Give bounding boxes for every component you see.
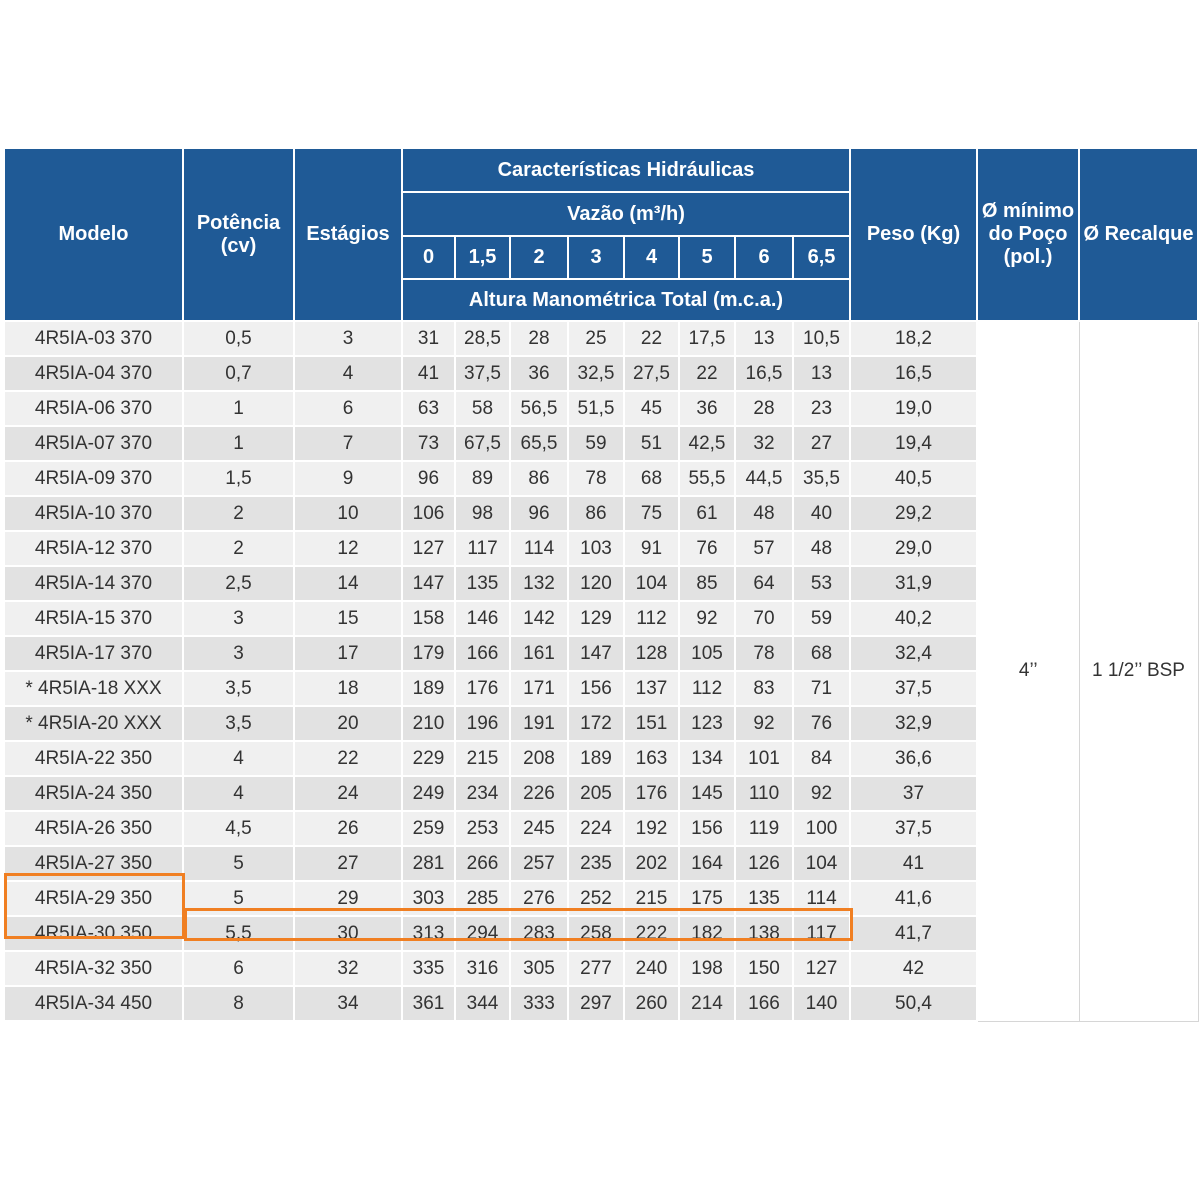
cell-modelo: 4R5IA-06 370 <box>4 391 183 426</box>
cell-altura: 22 <box>679 356 735 391</box>
cell-altura: 42,5 <box>679 426 735 461</box>
cell-modelo: 4R5IA-27 350 <box>4 846 183 881</box>
cell-altura: 202 <box>624 846 679 881</box>
cell-altura: 68 <box>793 636 850 671</box>
cell-peso: 29,2 <box>850 496 977 531</box>
cell-estagios: 14 <box>294 566 402 601</box>
cell-recalque-merged: 1 1/2’’ BSP <box>1079 321 1198 1021</box>
cell-altura: 150 <box>735 951 793 986</box>
cell-altura: 92 <box>793 776 850 811</box>
cell-altura: 214 <box>679 986 735 1021</box>
cell-altura: 110 <box>735 776 793 811</box>
cell-altura: 114 <box>793 881 850 916</box>
cell-altura: 53 <box>793 566 850 601</box>
cell-altura: 61 <box>679 496 735 531</box>
cell-altura: 28 <box>735 391 793 426</box>
cell-altura: 57 <box>735 531 793 566</box>
cell-altura: 249 <box>402 776 455 811</box>
cell-peso: 40,5 <box>850 461 977 496</box>
cell-altura: 277 <box>568 951 624 986</box>
cell-altura: 176 <box>624 776 679 811</box>
cell-altura: 192 <box>624 811 679 846</box>
cell-altura: 45 <box>624 391 679 426</box>
cell-modelo: 4R5IA-32 350 <box>4 951 183 986</box>
cell-altura: 285 <box>455 881 510 916</box>
cell-altura: 68 <box>624 461 679 496</box>
cell-altura: 305 <box>510 951 568 986</box>
cell-altura: 63 <box>402 391 455 426</box>
cell-altura: 245 <box>510 811 568 846</box>
cell-estagios: 17 <box>294 636 402 671</box>
header-potencia: Potência (cv) <box>183 148 294 321</box>
cell-altura: 333 <box>510 986 568 1021</box>
cell-altura: 32 <box>735 426 793 461</box>
cell-peso: 19,0 <box>850 391 977 426</box>
cell-modelo: 4R5IA-34 450 <box>4 986 183 1021</box>
cell-modelo: 4R5IA-30 350 <box>4 916 183 951</box>
cell-peso: 18,2 <box>850 321 977 356</box>
cell-altura: 59 <box>568 426 624 461</box>
cell-altura: 35,5 <box>793 461 850 496</box>
cell-altura: 28 <box>510 321 568 356</box>
cell-peso: 19,4 <box>850 426 977 461</box>
cell-altura: 166 <box>735 986 793 1021</box>
cell-peso: 40,2 <box>850 601 977 636</box>
cell-potencia: 4 <box>183 741 294 776</box>
cell-altura: 147 <box>402 566 455 601</box>
cell-altura: 276 <box>510 881 568 916</box>
pump-spec-table <box>3 147 1199 1022</box>
cell-altura: 51 <box>624 426 679 461</box>
cell-altura: 156 <box>679 811 735 846</box>
cell-altura: 313 <box>402 916 455 951</box>
cell-altura: 138 <box>735 916 793 951</box>
cell-altura: 76 <box>679 531 735 566</box>
cell-potencia: 1 <box>183 426 294 461</box>
cell-altura: 86 <box>568 496 624 531</box>
cell-modelo: * 4R5IA-20 XXX <box>4 706 183 741</box>
cell-altura: 89 <box>455 461 510 496</box>
cell-altura: 92 <box>679 601 735 636</box>
cell-potencia: 4 <box>183 776 294 811</box>
cell-altura: 114 <box>510 531 568 566</box>
cell-estagios: 26 <box>294 811 402 846</box>
cell-altura: 96 <box>510 496 568 531</box>
cell-potencia: 4,5 <box>183 811 294 846</box>
cell-altura: 161 <box>510 636 568 671</box>
cell-altura: 71 <box>793 671 850 706</box>
cell-altura: 32,5 <box>568 356 624 391</box>
cell-altura: 208 <box>510 741 568 776</box>
cell-estagios: 10 <box>294 496 402 531</box>
cell-altura: 158 <box>402 601 455 636</box>
cell-altura: 126 <box>735 846 793 881</box>
cell-altura: 215 <box>624 881 679 916</box>
cell-altura: 172 <box>568 706 624 741</box>
header-vazao: Vazão (m³/h) <box>402 192 850 236</box>
cell-altura: 252 <box>568 881 624 916</box>
cell-altura: 176 <box>455 671 510 706</box>
cell-altura: 316 <box>455 951 510 986</box>
cell-estagios: 20 <box>294 706 402 741</box>
cell-potencia: 1 <box>183 391 294 426</box>
cell-modelo: * 4R5IA-18 XXX <box>4 671 183 706</box>
cell-altura: 117 <box>793 916 850 951</box>
cell-estagios: 30 <box>294 916 402 951</box>
cell-altura: 55,5 <box>679 461 735 496</box>
cell-altura: 129 <box>568 601 624 636</box>
table-row <box>4 321 1198 356</box>
cell-altura: 127 <box>793 951 850 986</box>
cell-altura: 40 <box>793 496 850 531</box>
cell-altura: 361 <box>402 986 455 1021</box>
cell-altura: 132 <box>510 566 568 601</box>
cell-altura: 105 <box>679 636 735 671</box>
pump-spec-body <box>4 321 1198 1021</box>
cell-estagios: 4 <box>294 356 402 391</box>
cell-altura: 226 <box>510 776 568 811</box>
cell-altura: 98 <box>455 496 510 531</box>
cell-peso: 41,6 <box>850 881 977 916</box>
cell-estagios: 34 <box>294 986 402 1021</box>
cell-peso: 37 <box>850 776 977 811</box>
cell-altura: 92 <box>735 706 793 741</box>
cell-peso: 29,0 <box>850 531 977 566</box>
cell-altura: 104 <box>793 846 850 881</box>
cell-peso: 37,5 <box>850 811 977 846</box>
cell-estagios: 32 <box>294 951 402 986</box>
cell-altura: 117 <box>455 531 510 566</box>
header-flow: 6,5 <box>793 236 850 279</box>
cell-modelo: 4R5IA-15 370 <box>4 601 183 636</box>
cell-altura: 303 <box>402 881 455 916</box>
cell-altura: 64 <box>735 566 793 601</box>
cell-poco-merged: 4’’ <box>977 321 1079 1021</box>
cell-altura: 76 <box>793 706 850 741</box>
cell-potencia: 2 <box>183 531 294 566</box>
cell-altura: 344 <box>455 986 510 1021</box>
cell-modelo: 4R5IA-04 370 <box>4 356 183 391</box>
cell-potencia: 0,5 <box>183 321 294 356</box>
cell-altura: 59 <box>793 601 850 636</box>
cell-potencia: 3,5 <box>183 671 294 706</box>
cell-altura: 36 <box>510 356 568 391</box>
cell-peso: 50,4 <box>850 986 977 1021</box>
cell-altura: 27 <box>793 426 850 461</box>
cell-estagios: 29 <box>294 881 402 916</box>
cell-peso: 32,4 <box>850 636 977 671</box>
cell-potencia: 2,5 <box>183 566 294 601</box>
cell-altura: 75 <box>624 496 679 531</box>
cell-altura: 210 <box>402 706 455 741</box>
cell-peso: 42 <box>850 951 977 986</box>
cell-altura: 28,5 <box>455 321 510 356</box>
cell-altura: 234 <box>455 776 510 811</box>
cell-altura: 58 <box>455 391 510 426</box>
cell-potencia: 5 <box>183 881 294 916</box>
header-poco: Ø mínimo do Poço (pol.) <box>977 148 1079 321</box>
cell-modelo: 4R5IA-24 350 <box>4 776 183 811</box>
header-estagios: Estágios <box>294 148 402 321</box>
cell-altura: 83 <box>735 671 793 706</box>
cell-altura: 44,5 <box>735 461 793 496</box>
cell-altura: 240 <box>624 951 679 986</box>
cell-potencia: 3 <box>183 636 294 671</box>
cell-altura: 196 <box>455 706 510 741</box>
cell-altura: 31 <box>402 321 455 356</box>
cell-altura: 222 <box>624 916 679 951</box>
cell-potencia: 2 <box>183 496 294 531</box>
cell-altura: 140 <box>793 986 850 1021</box>
cell-altura: 65,5 <box>510 426 568 461</box>
cell-peso: 31,9 <box>850 566 977 601</box>
header-altura: Altura Manométrica Total (m.c.a.) <box>402 279 850 321</box>
header-peso: Peso (Kg) <box>850 148 977 321</box>
cell-estagios: 15 <box>294 601 402 636</box>
cell-potencia: 3,5 <box>183 706 294 741</box>
cell-altura: 156 <box>568 671 624 706</box>
cell-potencia: 5,5 <box>183 916 294 951</box>
cell-altura: 145 <box>679 776 735 811</box>
cell-altura: 84 <box>793 741 850 776</box>
cell-altura: 13 <box>735 321 793 356</box>
cell-altura: 257 <box>510 846 568 881</box>
cell-altura: 10,5 <box>793 321 850 356</box>
cell-altura: 56,5 <box>510 391 568 426</box>
cell-altura: 41 <box>402 356 455 391</box>
cell-altura: 297 <box>568 986 624 1021</box>
cell-potencia: 0,7 <box>183 356 294 391</box>
cell-estagios: 12 <box>294 531 402 566</box>
cell-estagios: 9 <box>294 461 402 496</box>
cell-modelo: 4R5IA-10 370 <box>4 496 183 531</box>
cell-peso: 41,7 <box>850 916 977 951</box>
cell-estagios: 18 <box>294 671 402 706</box>
cell-altura: 23 <box>793 391 850 426</box>
cell-altura: 189 <box>402 671 455 706</box>
cell-peso: 41 <box>850 846 977 881</box>
cell-altura: 235 <box>568 846 624 881</box>
cell-altura: 281 <box>402 846 455 881</box>
cell-altura: 142 <box>510 601 568 636</box>
cell-altura: 27,5 <box>624 356 679 391</box>
cell-altura: 335 <box>402 951 455 986</box>
cell-altura: 146 <box>455 601 510 636</box>
cell-altura: 78 <box>735 636 793 671</box>
cell-altura: 127 <box>402 531 455 566</box>
cell-altura: 103 <box>568 531 624 566</box>
cell-altura: 266 <box>455 846 510 881</box>
cell-potencia: 5 <box>183 846 294 881</box>
cell-altura: 215 <box>455 741 510 776</box>
header-flow: 3 <box>568 236 624 279</box>
cell-estagios: 6 <box>294 391 402 426</box>
cell-altura: 100 <box>793 811 850 846</box>
cell-altura: 120 <box>568 566 624 601</box>
cell-altura: 101 <box>735 741 793 776</box>
cell-altura: 175 <box>679 881 735 916</box>
cell-peso: 16,5 <box>850 356 977 391</box>
cell-altura: 13 <box>793 356 850 391</box>
cell-altura: 189 <box>568 741 624 776</box>
cell-peso: 36,6 <box>850 741 977 776</box>
cell-altura: 294 <box>455 916 510 951</box>
cell-altura: 119 <box>735 811 793 846</box>
cell-altura: 137 <box>624 671 679 706</box>
cell-altura: 253 <box>455 811 510 846</box>
cell-altura: 164 <box>679 846 735 881</box>
cell-altura: 85 <box>679 566 735 601</box>
cell-altura: 258 <box>568 916 624 951</box>
cell-altura: 163 <box>624 741 679 776</box>
cell-altura: 104 <box>624 566 679 601</box>
cell-altura: 48 <box>793 531 850 566</box>
cell-modelo: 4R5IA-22 350 <box>4 741 183 776</box>
header-recalque: Ø Recalque <box>1079 148 1198 321</box>
cell-altura: 224 <box>568 811 624 846</box>
cell-altura: 48 <box>735 496 793 531</box>
cell-altura: 91 <box>624 531 679 566</box>
header-flow: 0 <box>402 236 455 279</box>
cell-potencia: 8 <box>183 986 294 1021</box>
cell-altura: 78 <box>568 461 624 496</box>
cell-potencia: 1,5 <box>183 461 294 496</box>
cell-estagios: 7 <box>294 426 402 461</box>
cell-peso: 32,9 <box>850 706 977 741</box>
header-modelo: Modelo <box>4 148 183 321</box>
cell-altura: 25 <box>568 321 624 356</box>
cell-altura: 67,5 <box>455 426 510 461</box>
cell-modelo: 4R5IA-26 350 <box>4 811 183 846</box>
pump-spec-table-container <box>3 147 1199 1022</box>
cell-estagios: 27 <box>294 846 402 881</box>
cell-altura: 112 <box>624 601 679 636</box>
header-flow: 5 <box>679 236 735 279</box>
cell-altura: 16,5 <box>735 356 793 391</box>
cell-altura: 36 <box>679 391 735 426</box>
cell-altura: 205 <box>568 776 624 811</box>
header-flow: 1,5 <box>455 236 510 279</box>
header-caracteristicas: Características Hidráulicas <box>402 148 850 192</box>
cell-modelo: 4R5IA-12 370 <box>4 531 183 566</box>
cell-altura: 73 <box>402 426 455 461</box>
cell-modelo: 4R5IA-03 370 <box>4 321 183 356</box>
cell-estagios: 24 <box>294 776 402 811</box>
cell-altura: 128 <box>624 636 679 671</box>
cell-altura: 123 <box>679 706 735 741</box>
cell-modelo: 4R5IA-29 350 <box>4 881 183 916</box>
cell-potencia: 6 <box>183 951 294 986</box>
cell-modelo: 4R5IA-07 370 <box>4 426 183 461</box>
cell-altura: 283 <box>510 916 568 951</box>
cell-altura: 86 <box>510 461 568 496</box>
cell-altura: 182 <box>679 916 735 951</box>
cell-altura: 191 <box>510 706 568 741</box>
header-flow: 4 <box>624 236 679 279</box>
cell-estagios: 22 <box>294 741 402 776</box>
cell-altura: 135 <box>455 566 510 601</box>
cell-altura: 260 <box>624 986 679 1021</box>
cell-altura: 134 <box>679 741 735 776</box>
header-flow: 6 <box>735 236 793 279</box>
cell-altura: 229 <box>402 741 455 776</box>
cell-modelo: 4R5IA-09 370 <box>4 461 183 496</box>
cell-altura: 17,5 <box>679 321 735 356</box>
cell-altura: 51,5 <box>568 391 624 426</box>
cell-estagios: 3 <box>294 321 402 356</box>
cell-altura: 171 <box>510 671 568 706</box>
cell-altura: 106 <box>402 496 455 531</box>
cell-modelo: 4R5IA-14 370 <box>4 566 183 601</box>
cell-altura: 135 <box>735 881 793 916</box>
cell-altura: 37,5 <box>455 356 510 391</box>
cell-altura: 70 <box>735 601 793 636</box>
cell-altura: 112 <box>679 671 735 706</box>
cell-altura: 179 <box>402 636 455 671</box>
cell-altura: 198 <box>679 951 735 986</box>
cell-peso: 37,5 <box>850 671 977 706</box>
cell-altura: 22 <box>624 321 679 356</box>
header-flow: 2 <box>510 236 568 279</box>
cell-altura: 166 <box>455 636 510 671</box>
cell-altura: 259 <box>402 811 455 846</box>
cell-altura: 96 <box>402 461 455 496</box>
cell-altura: 151 <box>624 706 679 741</box>
cell-modelo: 4R5IA-17 370 <box>4 636 183 671</box>
cell-potencia: 3 <box>183 601 294 636</box>
cell-altura: 147 <box>568 636 624 671</box>
